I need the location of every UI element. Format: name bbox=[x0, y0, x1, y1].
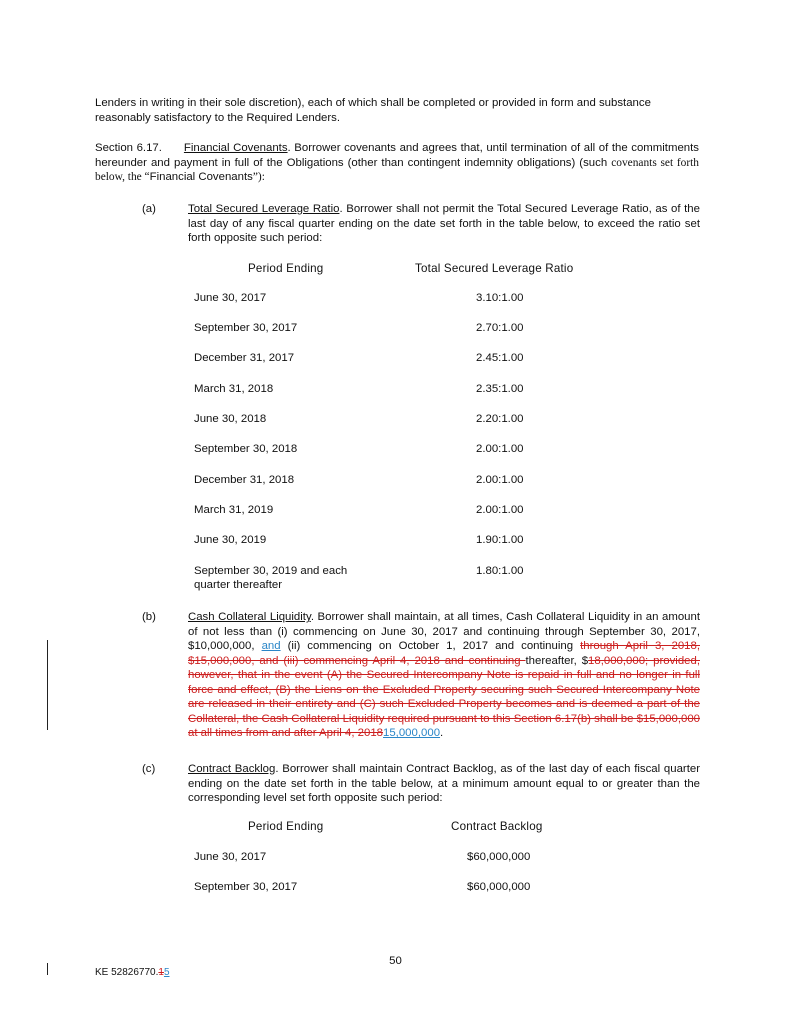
table-c-row-value: $60,000,000 bbox=[467, 851, 531, 863]
table-a-row-period: December 31, 2017 bbox=[194, 352, 295, 364]
item-b-s5: . bbox=[440, 727, 444, 739]
table-a-row-period: June 30, 2019 bbox=[194, 534, 267, 546]
table-a-row-value: 1.80:1.00 bbox=[476, 565, 524, 577]
item-a-label: (a) bbox=[142, 203, 156, 215]
item-c-text bbox=[188, 762, 700, 806]
item-b-s1: . Borrower shall maintain, at all times, Cash Collateral Liquidity in an amount of not less than (i) commencing on June 30, 2017 and continuing through September 30, 2017, $10,000,000, bbox=[188, 611, 701, 652]
table-a-row-value: 3.10:1.00 bbox=[476, 292, 524, 304]
item-a-title: Total Secured Leverage Ratio bbox=[188, 203, 340, 215]
intro-line-1: Lenders in writing in their sole discretion), each of which shall be completed or provided in form and substance bbox=[95, 97, 651, 109]
section-paragraph bbox=[95, 141, 699, 185]
section-defined-term: Financial Covenants bbox=[149, 171, 253, 183]
item-b-label: (b) bbox=[142, 611, 156, 623]
table-a-row-value: 2.70:1.00 bbox=[476, 322, 524, 334]
item-c-title: Contract Backlog bbox=[188, 763, 276, 775]
table-a-row-value: 2.35:1.00 bbox=[476, 383, 524, 395]
page-number: 50 bbox=[389, 955, 402, 967]
item-a-body: . Borrower shall not permit the Total Secured Leverage Ratio, as of the last day of any fiscal quarter ending on the date set forth in the table below, to exceed the ratio set forth opposite such period: bbox=[188, 203, 700, 244]
change-bar bbox=[47, 640, 48, 730]
table-c-row-value: $60,000,000 bbox=[467, 881, 531, 893]
section-number: Section 6.17. bbox=[95, 142, 162, 154]
inserted-text: and bbox=[261, 640, 281, 652]
table-a-row-period: December 31, 2018 bbox=[194, 474, 295, 486]
document-id-footer bbox=[95, 966, 170, 981]
table-c-row-period: September 30, 2017 bbox=[194, 881, 298, 893]
table-a-row-period: September 30, 2018 bbox=[194, 443, 298, 455]
item-c-body: . Borrower shall maintain Contract Backlog, as of the last day of each fiscal quarter ending on the date set forth in the table below, at a minimum amount equal to or greater than the corresponding level set forth opposite such period: bbox=[188, 763, 700, 804]
table-a-row-value: 2.20:1.00 bbox=[476, 413, 524, 425]
section-text-a: . Borrower covenants and agrees that, until termination of all of the commitments hereunder and payment in full of the Obligations (other than contingent indemnity obligations) (such bbox=[95, 142, 699, 169]
document-id: KE 52826770. bbox=[95, 967, 159, 978]
section-title: Financial Covenants bbox=[183, 142, 288, 154]
table-c-header-backlog: Contract Backlog bbox=[451, 820, 543, 833]
intro-paragraph bbox=[95, 96, 699, 125]
table-a-row-period: June 30, 2017 bbox=[194, 292, 267, 304]
intro-line-2: reasonably satisfactory to the Required Lenders. bbox=[95, 111, 341, 124]
table-a-row-period: September 30, 2017 bbox=[194, 322, 298, 334]
deleted-text: 1 bbox=[158, 967, 164, 978]
table-a-header-ratio: Total Secured Leverage Ratio bbox=[415, 262, 574, 275]
table-a-row-value: 2.00:1.00 bbox=[476, 504, 524, 516]
table-a-row-period-cont: quarter thereafter bbox=[194, 579, 283, 591]
table-a-row-period: June 30, 2018 bbox=[194, 413, 267, 425]
item-a-text bbox=[188, 202, 700, 246]
item-b-s3: (ii) commencing on October 1, 2017 and continuing bbox=[280, 640, 581, 652]
table-a-header-period: Period Ending bbox=[248, 262, 324, 275]
table-a-row-period: September 30, 2019 and each bbox=[194, 565, 348, 577]
table-a-row-value: 2.00:1.00 bbox=[476, 443, 524, 455]
item-c-label: (c) bbox=[142, 763, 156, 775]
section-text-d: ”): bbox=[252, 171, 265, 183]
table-c-row-period: June 30, 2017 bbox=[194, 851, 267, 863]
table-a-row-value: 2.00:1.00 bbox=[476, 474, 524, 486]
item-b-s2 bbox=[255, 640, 262, 652]
inserted-text: 5 bbox=[163, 967, 170, 978]
table-a-row-period: March 31, 2019 bbox=[194, 504, 274, 516]
table-a-row-value: 2.45:1.00 bbox=[476, 352, 524, 364]
table-a-row-period: March 31, 2018 bbox=[194, 383, 274, 395]
item-b-s4: thereafter, $ bbox=[525, 654, 589, 667]
deleted-text: through April 3, 2018, $15,000,000, and (iii) commencing April 4, 2018 and continuing bbox=[188, 640, 700, 667]
table-a-row-value: 1.90:1.00 bbox=[476, 534, 524, 546]
item-b-title: Cash Collateral Liquidity bbox=[188, 611, 311, 623]
deleted-text: 18,000,000; provided, however, that in the event (A) the Secured Intercompany Note is repaid in full and no longer in full force and effect, (B) the Liens on the Excluded Property securing such Secured Intercompany Note are released in their entirety and (C) such Excluded Property becomes and is deemed a part of the Collateral, the Cash Collateral Liquidity required pursuant to this Section 6.17(b) shall be $15,000,000 at all times from and after April 4, 2018 bbox=[188, 654, 700, 739]
section-text-b: covenants set forth below, the “ bbox=[95, 156, 699, 183]
table-c-header-period: Period Ending bbox=[248, 820, 324, 833]
item-b-text bbox=[188, 610, 700, 741]
inserted-text: 15,000,000 bbox=[383, 727, 441, 739]
